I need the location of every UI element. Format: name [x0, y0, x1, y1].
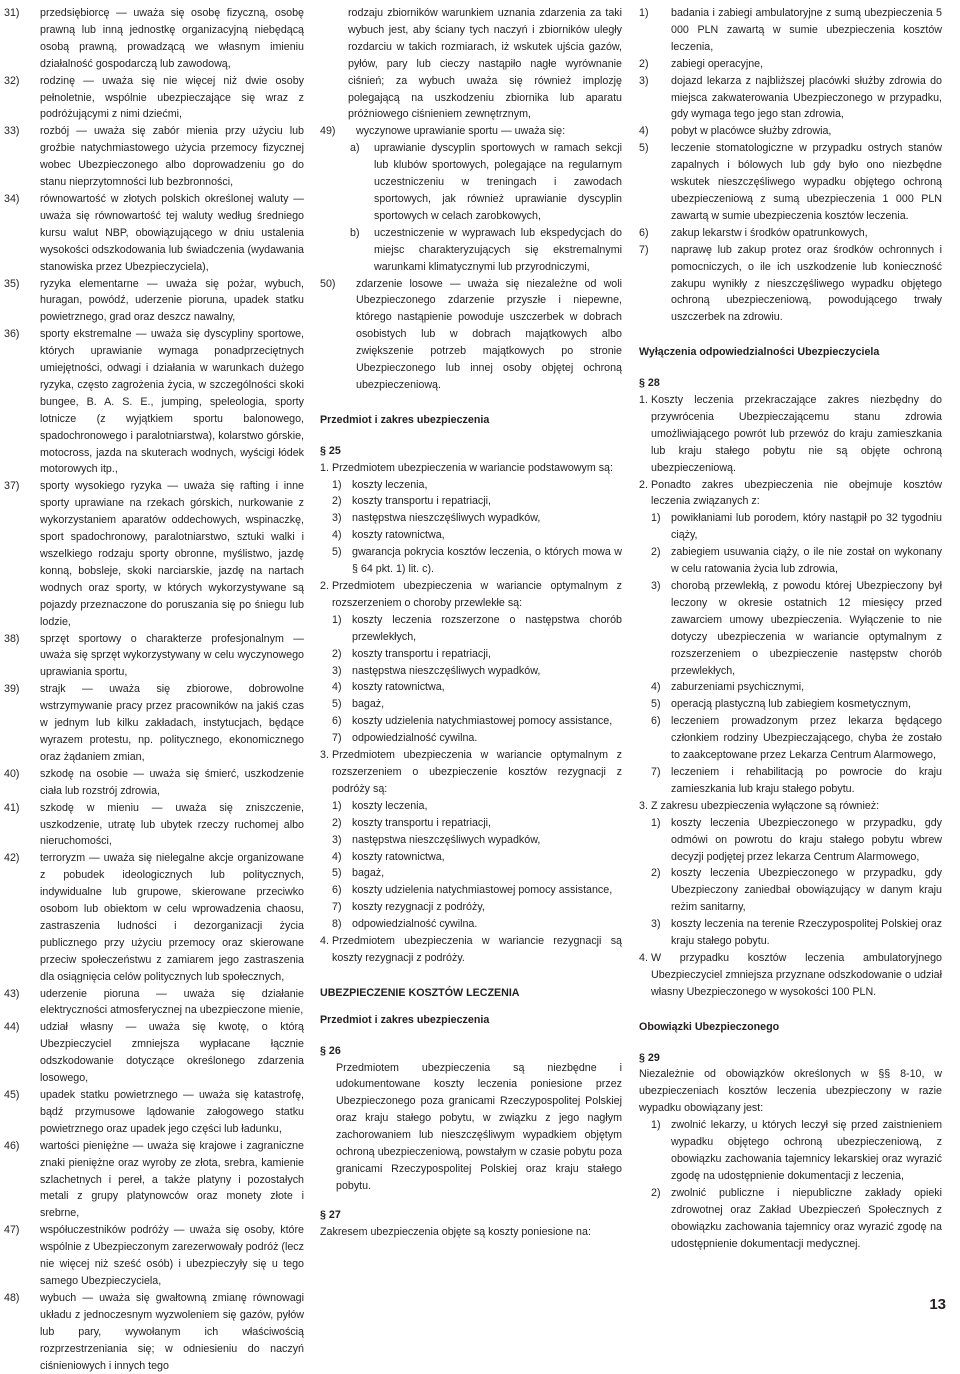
item-number: 48)	[4, 1291, 20, 1304]
item-number: 2)	[639, 57, 649, 70]
list-item	[320, 832, 622, 849]
item-number: 1)	[332, 613, 342, 626]
item-text: rodzinę — uważa się nie więcej niż dwie osoby pełnoletnie, wspólnie ubezpieczające się wraz z podróżującymi z nimi dziećmi,	[40, 74, 304, 121]
list-item	[320, 696, 622, 713]
para-text: Ponadto zakres ubezpieczenia nie obejmuje kosztów leczenia związanych z:	[651, 478, 942, 508]
list-item	[639, 713, 942, 764]
section-heading: Obowiązki Ubezpieczonego	[639, 1020, 780, 1033]
item-text: ryzyka elementarne — uważa się pożar, wybuch, huragan, powódź, uderzenie pioruna, upadek statku powietrznego, grad oraz deszcz nawalny,	[40, 277, 304, 324]
item-text: równowartość w złotych polskich określonej waluty — uważa się równowartość tej waluty według średniego kursu walut NBP, obowiązującego w dniu ustalenia wysokości odszkodowania lub świadczenia (wydawania stanowiska przez Ubezpieczyciela),	[40, 192, 304, 273]
list-item	[320, 612, 622, 646]
item-text: współuczestników podróży — uważa się osoby, które wspólnie z Ubezpieczonym zarezerwowały podróż (lecz nie więcej niż sześć osób) i ubezpieczyły się u tego samego Ubezpieczyciela,	[40, 1224, 304, 1287]
item-text: zwolnić lekarzy, u których leczył się przed zaistnieniem wypadku objętego ochroną ubezpieczeniową, z obowiązku zachowania tajemnicy lekarskiej oraz wyrazić zgodę na udostępnienie dokumentacji z leczenia,	[671, 1119, 942, 1182]
item-number: 3)	[651, 580, 661, 592]
list-item	[320, 899, 622, 916]
list-item	[639, 764, 942, 798]
definition-continuation: rodzaju zbiorników warunkiem uznania zdarzenia za taki wybuch jest, aby ściany tych naczyń i zbiorników uległy rozdarciu w takich rozmiarach, iż wskutek ujścia gazów, pyłów, pary lub cieczy nastąpiło nagłe wyrównanie ciśnień; za wybuch uważa się również implozję polegającą na uszkodzeniu zbiornika lub aparatu próżniowego ciśnieniem zewnętrznym,	[348, 7, 622, 121]
item-number: 1)	[651, 1119, 661, 1132]
list-item	[320, 527, 622, 544]
para-number: 2.	[639, 478, 648, 491]
item-number: 7)	[639, 243, 649, 256]
item-text: wybuch — uważa się gwałtowną zmianę równowagi układu z jednoczesnym wyzwoleniem się gazów, pyłów lub pary, wywołanym ich właściwością rozprzestrzeniania się; w odniesieniu do naczyń ciśnieniowych i innych tego	[40, 1291, 304, 1372]
definition-item	[320, 123, 622, 140]
para-text: Z zakresu ubezpieczenia wyłączone są również:	[651, 799, 880, 812]
item-number: 2)	[332, 495, 342, 508]
list-item	[639, 510, 942, 544]
item-text: koszty leczenia,	[352, 478, 428, 491]
item-text: następstwa nieszczęśliwych wypadków,	[352, 512, 541, 525]
item-text: koszty leczenia Ubezpieczonego w przypadku, gdy Ubezpieczony zaniedbał obowiązujący w danym kraju reżim sanitarny,	[671, 867, 942, 914]
section-heading: Przedmiot i zakres ubezpieczenia	[320, 413, 490, 426]
item-number: 31)	[4, 7, 20, 19]
numbered-paragraph	[320, 933, 622, 967]
definition-item	[4, 766, 304, 800]
chapter-heading: UBEZPIECZENIE KOSZTÓW LECZENIA	[320, 986, 520, 999]
item-number: 7)	[651, 765, 661, 778]
item-number: 2)	[651, 546, 661, 559]
numbered-paragraph	[639, 798, 942, 815]
definition-item	[4, 276, 304, 327]
list-item	[320, 663, 622, 680]
definition-subitem	[320, 225, 622, 276]
item-text: zwolnić publiczne i niepubliczne zakłady opieki zdrowotnej oraz Zakład Ubezpieczeń Społecznych z obowiązku zachowania tajemnicy oraz wyrazić zgodę na udostępnienie dokumentacji medycznej.	[671, 1186, 942, 1250]
paragraph-symbol: § 25	[320, 444, 341, 457]
item-text: koszty leczenia Ubezpieczonego w przypadku, gdy odmówi on powrotu do kraju stałego pobytu wbrew decyzji podjętej przez lekarza Centrum Alarmowego,	[671, 816, 942, 863]
item-number: 3)	[639, 74, 649, 87]
column-3	[639, 5, 942, 1252]
item-number: 43)	[4, 987, 20, 1000]
paragraph-text: Niezależnie od obowiązków określonych w §§ 8-10, w ubezpieczeniach kosztów leczenia ubezpieczony w razie wypadku obowiązany jest:	[639, 1068, 942, 1115]
item-text: zakup lekarstw i środków opatrunkowych,	[671, 226, 868, 239]
list-item	[320, 493, 622, 510]
item-text: koszty transportu i repatriacji,	[352, 816, 491, 829]
para-text: W przypadku kosztów leczenia ambulatoryjnego Ubezpieczyciel zmniejsza przyznane odszkodowanie o udział własny Ubezpieczonego w wysokości 100 PLN.	[651, 951, 942, 998]
list-item	[320, 510, 622, 527]
item-text: terroryzm — uważa się nielegalne akcje organizowane z pobudek ideologicznych lub politycznych, indywidualne lub grupowe, skierowane przeciwko osobom lub obiektom w celu wprowadzenia chaosu, zastraszenia ludności i dezorganizacji życia publicznego przy użyciu przemocy oraz skierowane przeciw społeczeństwu z zamiarem jego zastraszenia dla osiągnięcia celów politycznych lub społecznych,	[40, 852, 304, 983]
item-text: strajk — uważa się zbiorowe, dobrowolne wstrzymywanie pracy przez pracowników na jakiś czas w jednym lub kilku zakładach, instytucjach, będące wyrazem protestu, np. politycznego, ekonomicznego oraz żądaniem zmian,	[40, 683, 304, 763]
item-text: następstwa nieszczęśliwych wypadków,	[352, 664, 541, 677]
para-number: 4.	[320, 935, 329, 948]
numbered-paragraph	[320, 747, 622, 798]
item-text: uderzenie pioruna — uważa się działanie elektryczności atmosferycznej na ubezpieczone mienie,	[40, 987, 304, 1017]
item-text: powikłaniami lub porodem, który nastąpił po 32 tygodniu ciąży,	[671, 512, 942, 542]
item-text: koszty udzielenia natychmiastowej pomocy assistance,	[352, 884, 613, 897]
item-number: 4)	[332, 850, 342, 863]
item-number: 33)	[4, 125, 20, 138]
paragraph-symbol: § 26	[320, 1044, 341, 1057]
item-number: 4)	[651, 681, 661, 694]
list-item	[320, 916, 622, 933]
item-text: koszty rezygnacji z podróży,	[352, 901, 485, 914]
item-text: zabiegi operacyjne,	[671, 57, 764, 70]
item-number: 6)	[651, 715, 661, 728]
page-number: 13	[929, 1296, 946, 1313]
list-item	[320, 849, 622, 866]
item-text: dojazd lekarza z najbliższej placówki służby zdrowia do miejsca zakwaterowania Ubezpieczonego w przypadku, gdy wymaga tego jego stan zdrowia,	[671, 74, 942, 121]
list-item	[320, 544, 622, 578]
numbered-paragraph	[320, 578, 622, 612]
list-item	[639, 123, 942, 140]
item-text: leczeniem i rehabilitacją po powrocie do kraju zamieszkania lub kraju stałego pobytu.	[671, 765, 942, 795]
list-item	[320, 798, 622, 815]
definition-item	[4, 5, 304, 73]
item-text: sporty wysokiego ryzyka — uważa się rafting i inne sporty uprawiane na rzekach górskich, nurkowanie z wykorzystaniem aparatów oddechowych, wspinaczkę, sport spadochronowy, paralotniarstwo, sztuki walki i wszelkiego rodzaju sporty obronne, myślistwo, jazdę konną, bobsleje, skoki narciarskie, jazdę na nartach wodnych oraz sporty, w których wykorzystywane są pojazdy przeznaczone do poruszania się po śniegu lub lodzie,	[40, 480, 304, 628]
column-1	[4, 5, 304, 1374]
item-text: upadek statku powietrznego — uważa się katastrofę, bądź przymusowe lądowanie załogowego statku powietrznego oraz upadek jego części lub ładunku,	[40, 1089, 304, 1135]
item-text: koszty transportu i repatriacji,	[352, 647, 491, 660]
list-item	[639, 544, 942, 578]
item-text: koszty transportu i repatriacji,	[352, 495, 491, 508]
list-item	[639, 1185, 942, 1253]
list-item	[639, 865, 942, 916]
paragraph-symbol: § 28	[639, 377, 660, 390]
para-number: 3.	[320, 749, 329, 762]
definition-item	[4, 850, 304, 985]
item-text: koszty leczenia na terenie Rzeczypospolitej Polskiej oraz kraju stałego pobytu.	[671, 918, 942, 948]
item-number: 3)	[332, 512, 342, 525]
item-text: chorobą przewlekłą, z powodu której Ubezpieczony był leczony w okresie ostatnich 12 miesięcy przed zawarciem umowy ubezpieczenia. Wyłączenie to nie dotyczy ubezpieczenia w wariancie optymalnym z rozszerzeniem o ubezpieczenie następstw chorób przewlekłych,	[671, 580, 942, 677]
item-text: odpowiedzialność cywilna.	[352, 732, 478, 745]
item-text: leczenie stomatologiczne w przypadku ostrych stanów zapalnych i bólowych lub gdy było ono niezbędne wskutek nieszczęśliwego wypadku objętego ochroną ubezpieczeniową z sumą ubezpieczenia 1 000 PLN zawartą w sumie ubezpieczenia kosztów leczenia.	[671, 142, 942, 222]
definition-item	[4, 191, 304, 276]
numbered-paragraph	[639, 392, 942, 477]
item-number: 6)	[332, 715, 342, 728]
item-number: 4)	[332, 681, 342, 694]
item-number: 5)	[639, 142, 649, 155]
item-number: 49)	[320, 125, 336, 138]
list-item	[639, 5, 942, 56]
item-text: następstwa nieszczęśliwych wypadków,	[352, 833, 541, 846]
item-number: 1)	[332, 799, 342, 812]
definition-item	[4, 326, 304, 478]
list-item	[639, 225, 942, 242]
item-text: koszty leczenia rozszerzone o następstwa chorób przewlekłych,	[352, 613, 622, 643]
numbered-paragraph	[320, 460, 622, 477]
definition-item	[4, 1222, 304, 1290]
item-text: zaburzeniami psychicznymi,	[671, 681, 805, 694]
definition-item	[4, 631, 304, 682]
para-text: Przedmiotem ubezpieczenia w wariancie optymalnym z rozszerzeniem o choroby przewlekłe są:	[332, 580, 622, 609]
list-item	[320, 730, 622, 747]
definition-item	[320, 276, 622, 394]
item-number: 2)	[651, 867, 661, 880]
item-text: udział własny — uważa się kwotę, o którą Ubezpieczyciel zmniejsza wypłacane łącznie odszkodowanie dotyczące określonego zdarzenia losowego,	[40, 1021, 304, 1085]
definition-subitem	[320, 140, 622, 225]
item-text: wartości pieniężne — uważa się krajowe i zagraniczne znaki pieniężne oraz wyroby ze złota, srebra, kamienie szlachetnych i pereł, a także platyny i pozostałych metali z grupy platynowców oraz monety złote i srebrne,	[40, 1139, 304, 1220]
list-item	[639, 696, 942, 713]
item-number: 35)	[4, 277, 20, 290]
item-number: a)	[350, 142, 360, 155]
item-number: 4)	[639, 125, 649, 138]
para-number: 2.	[320, 580, 329, 592]
item-number: 32)	[4, 74, 20, 87]
list-item	[320, 882, 622, 899]
para-text: Przedmiotem ubezpieczenia w wariancie rezygnacji są koszty rezygnacji z podróży.	[332, 935, 622, 964]
list-item	[320, 713, 622, 730]
item-number: 36)	[4, 328, 20, 341]
list-item	[639, 56, 942, 73]
item-number: 2)	[332, 647, 342, 660]
item-number: 47)	[4, 1224, 20, 1237]
item-text: koszty leczenia,	[352, 799, 428, 812]
item-number: b)	[350, 226, 360, 239]
item-number: 39)	[4, 683, 20, 696]
paragraph-text: Przedmiotem ubezpieczenia są niezbędne i udokumentowane koszty leczenia poniesione przez Ubezpieczonego poza granicami Rzeczypospolitej Polskiej oraz kraju stałego pobytu, w związku z jego nagłym zachorowaniem lub nieszczęśliwym wypadkiem objętym ochroną ubezpieczeniową, powstałym w czasie pobytu poza granicami Rzeczypospolitej Polskiej oraz kraju stałego pobytu.	[336, 1061, 622, 1192]
list-item	[320, 679, 622, 696]
section-heading: Przedmiot i zakres ubezpieczenia	[320, 1013, 490, 1026]
item-number: 5)	[332, 867, 342, 880]
item-number: 8)	[332, 918, 342, 931]
item-number: 1)	[651, 816, 661, 829]
item-number: 45)	[4, 1089, 20, 1101]
definition-item	[4, 986, 304, 1020]
item-text: odpowiedzialność cywilna.	[352, 918, 478, 931]
para-text: Przedmiotem ubezpieczenia w wariancie podstawowym są:	[332, 461, 613, 474]
list-item	[639, 679, 942, 696]
item-text: leczeniem prowadzonym przez lekarza będącego członkiem rodziny Ubezpieczającego, chyba że zostało to zaakceptowane przez Lekarza Centrum Alarmowego,	[671, 715, 942, 762]
item-text: sprzęt sportowy o charakterze profesjonalnym — uważa się sprzęt wykorzystywany w celu wyczynowego uprawiania sportu,	[40, 632, 304, 679]
item-number: 1)	[332, 478, 342, 491]
list-item	[639, 815, 942, 866]
list-item	[320, 646, 622, 663]
item-text: bagaż,	[352, 867, 385, 880]
item-text: uprawianie dyscyplin sportowych w ramach sekcji lub klubów sportowych, polegające na regularnym uczestniczeniu w treningach i zawodach sportowych, jak również uprawianie dyscyplin sportowych w celach zarobkowych,	[374, 142, 622, 222]
definition-item	[4, 73, 304, 124]
item-text: koszty udzielenia natychmiastowej pomocy assistance,	[352, 715, 613, 728]
numbered-paragraph	[639, 950, 942, 1001]
item-text: bagaż,	[352, 698, 385, 711]
item-number: 7)	[332, 732, 342, 745]
paragraph-symbol: § 29	[639, 1051, 660, 1064]
item-number: 3)	[332, 664, 342, 677]
section-heading: Wyłączenia odpowiedzialności Ubezpieczyciela	[639, 346, 880, 359]
item-text: szkodę na osobie — uważa się śmierć, uszkodzenie ciała lub rozstrój zdrowia,	[40, 767, 304, 797]
item-number: 3)	[651, 918, 661, 931]
item-number: 1)	[639, 7, 649, 19]
item-text: naprawę lub zakup protez oraz środków ochronnych i pomocniczych, o ile ich uszkodzenie lub konieczność zakupu wynikły z nieszczęśliwego wypadku objętego ochroną ubezpieczeniową, powodującego trwały uszczerbek na zdrowiu.	[671, 243, 942, 324]
item-number: 4)	[332, 529, 342, 542]
definition-item	[4, 1087, 304, 1138]
item-text: sporty ekstremalne — uważa się dyscypliny sportowe, których uprawianie wymaga ponadprzeciętnych umiejętności, odwagi i działania w warunkach dużego ryzyka, często zagrożenia życia, w szczególności skoki bungee, B. A. S. E., jumping, speleologia, sporty lotnicze (z wyjątkiem sportu balonowego, spadochronowego i paralotniarstwa), kolarstwo górskie, motocross, jazda na skuterach wodnych, wyścigi łódek motorowych itp.,	[40, 328, 304, 476]
item-number: 2)	[332, 816, 342, 829]
definition-item	[4, 1138, 304, 1223]
item-number: 5)	[332, 546, 342, 559]
list-item	[320, 815, 622, 832]
item-number: 1)	[651, 512, 661, 525]
list-item	[320, 477, 622, 494]
item-text: operacją plastyczną lub zabiegiem kosmetycznym,	[671, 698, 911, 711]
item-number: 5)	[651, 698, 661, 711]
item-number: 41)	[4, 801, 20, 814]
list-item	[639, 1117, 942, 1185]
para-text: Przedmiotem ubezpieczenia w wariancie optymalnym z rozszerzeniem o ubezpieczenie kosztów rezygnacji z podróży są:	[332, 749, 622, 795]
paragraph-symbol: § 27	[320, 1208, 341, 1221]
item-number: 2)	[651, 1186, 661, 1199]
definition-item	[4, 681, 304, 766]
item-text: koszty ratownictwa,	[352, 529, 445, 542]
column-2	[320, 5, 622, 1241]
definition-item	[4, 800, 304, 851]
list-item	[639, 140, 942, 225]
paragraph-text: Zakresem ubezpieczenia objęte są koszty poniesione na:	[320, 1225, 591, 1238]
definition-item	[4, 1290, 304, 1374]
item-number: 3)	[332, 833, 342, 846]
list-item	[639, 578, 942, 679]
list-item	[639, 73, 942, 124]
item-text: wyczynowe uprawianie sportu — uważa się:	[356, 125, 566, 138]
item-text: zdarzenie losowe — uważa się niezależne od woli Ubezpieczonego zdarzenie przyszłe i niepewne, którego nastąpienie powoduje uszczerbek w dobrach osobistych lub w dobrach majątkowych albo zwiększenie potrzeb majątkowych po stronie Ubezpieczonego lub innej osoby objętej ochroną ubezpieczeniową.	[356, 277, 622, 391]
definition-item	[4, 478, 304, 630]
para-number: 3.	[639, 799, 648, 812]
list-item	[639, 242, 942, 327]
item-number: 5)	[332, 698, 342, 711]
item-number: 37)	[4, 480, 20, 493]
para-number: 1.	[320, 461, 329, 474]
item-text: zabiegiem usuwania ciąży, o ile nie został on wykonany w celu ratowania życia lub zdrowia,	[671, 546, 942, 576]
item-number: 6)	[332, 884, 342, 897]
definition-item	[4, 123, 304, 191]
para-number: 4.	[639, 951, 648, 964]
item-text: przedsiębiorcę — uważa się osobę fizyczną, osobę prawną lub inną jednostkę organizacyjną niebędącą osobą prawną, prowadzącą we własnym imieniu działalność gospodarczą lub zawodową,	[40, 7, 304, 70]
item-number: 7)	[332, 901, 342, 914]
list-item	[639, 916, 942, 950]
item-number: 50)	[320, 277, 336, 290]
para-number: 1.	[639, 394, 648, 407]
definition-item	[4, 1019, 304, 1087]
item-text: gwarancja pokrycia kosztów leczenia, o których mowa w § 64 pkt. 1) lit. c).	[352, 546, 622, 576]
item-text: uczestniczenie w wyprawach lub ekspedycjach do miejsc charakteryzujących się ekstremalnymi warunkami klimatycznymi lub przyrodniczymi,	[374, 226, 622, 273]
item-number: 34)	[4, 192, 20, 205]
item-number: 46)	[4, 1139, 20, 1152]
item-number: 42)	[4, 852, 20, 865]
item-number: 40)	[4, 767, 20, 780]
item-text: koszty ratownictwa,	[352, 681, 445, 694]
list-item	[320, 865, 622, 882]
item-text: szkodę w mieniu — uważa się zniszczenie, uszkodzenie, utratę lub ubytek rzeczy ruchomej albo nieruchomości,	[40, 801, 304, 848]
numbered-paragraph	[639, 477, 942, 511]
item-number: 6)	[639, 226, 649, 239]
item-text: rozbój — uważa się zabór mienia przy użyciu lub groźbie natychmiastowego użycia przemocy fizycznej wobec Ubezpieczonego albo doprowadzeniu go do stanu nieprzytomności lub bezbronności,	[40, 125, 304, 189]
item-text: koszty ratownictwa,	[352, 850, 445, 863]
para-text: Koszty leczenia przekraczające zakres niezbędny do przywrócenia Ubezpieczającemu stanu zdrowia umożliwiającego powrót lub przewóz do kraju zamieszkania lub kraju stałego pobytu nie są objęte ochroną ubezpieczeniową.	[651, 394, 942, 474]
item-text: pobyt w placówce służby zdrowia,	[671, 125, 832, 138]
item-number: 38)	[4, 632, 20, 645]
item-number: 44)	[4, 1021, 20, 1034]
item-text: badania i zabiegi ambulatoryjne z sumą ubezpieczenia 5 000 PLN zawartą w sumie ubezpieczenia kosztów leczenia,	[671, 7, 942, 53]
